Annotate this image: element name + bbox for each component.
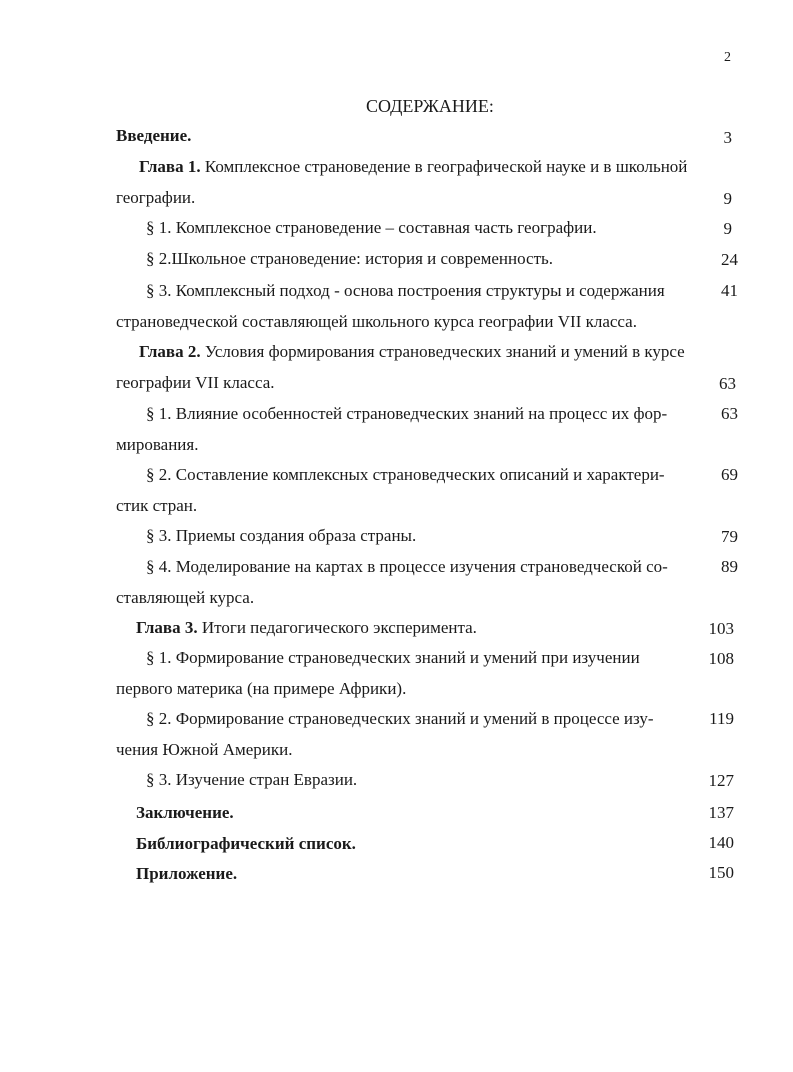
toc-bibliography: Библиографический список.: [136, 834, 356, 853]
toc-ch1-section-2: § 2.Школьное страноведение: история и современность.: [146, 249, 554, 268]
toc-ch1-section-3-cont: страноведческой составляющей школьного курса географии VII класса.: [116, 312, 637, 331]
toc-ch1-section-3-page: 41: [721, 281, 738, 300]
toc-chapter-3-page: 103: [708, 619, 734, 638]
toc-ch2-section-2: § 2. Составление комплексных страноведческих описаний и характери-: [146, 465, 665, 484]
toc-ch1-section-1-page: 9: [723, 219, 732, 238]
toc-chapter-2-page: 63: [719, 374, 736, 393]
toc-chapter-3: Глава 3. Итоги педагогического эксперимента.: [136, 618, 477, 637]
toc-conclusion-page: 137: [708, 803, 734, 822]
toc-ch1-section-2-page: 24: [721, 250, 738, 269]
toc-ch1-section-3: § 3. Комплексный подход - основа построения структуры и содержания: [146, 281, 665, 300]
toc-chapter-2: Глава 2. Условия формирования страноведческих знаний и умений в курсе: [139, 342, 685, 361]
toc-chapter-1-cont: географии.: [116, 188, 196, 207]
toc-bibliography-page: 140: [708, 833, 734, 852]
toc-ch2-section-2-cont: стик стран.: [116, 496, 198, 515]
toc-ch1-section-1: § 1. Комплексное страноведение – составная часть географии.: [146, 218, 597, 237]
toc-ch2-section-1: § 1. Влияние особенностей страноведческих знаний на процесс их фор-: [146, 404, 668, 423]
toc-ch2-section-2-page: 69: [721, 465, 738, 484]
toc-ch2-section-1-page: 63: [721, 404, 738, 423]
toc-ch3-section-1: § 1. Формирование страноведческих знаний и умений при изучении: [146, 648, 640, 667]
toc-ch3-section-2: § 2. Формирование страноведческих знаний и умений в процессе изу-: [146, 709, 654, 728]
toc-ch2-section-4-cont: ставляющей курса.: [116, 588, 255, 607]
toc-appendix-page: 150: [708, 863, 734, 882]
toc-ch2-section-4-page: 89: [721, 557, 738, 576]
toc-ch3-section-1-cont: первого материка (на примере Африки).: [116, 679, 407, 698]
toc-intro: Введение.: [116, 126, 192, 145]
toc-conclusion: Заключение.: [136, 803, 234, 822]
toc-chapter-1-page: 9: [723, 189, 732, 208]
toc-appendix: Приложение.: [136, 864, 238, 883]
toc-ch3-section-1-page: 108: [708, 649, 734, 668]
toc-ch2-section-3-page: 79: [721, 527, 738, 546]
toc-ch2-section-1-cont: мирования.: [116, 435, 199, 454]
toc-ch2-section-4: § 4. Моделирование на картах в процессе изучения страноведческой со-: [146, 557, 668, 576]
toc-chapter-1: Глава 1. Комплексное страноведение в географической науке и в школьной: [139, 157, 688, 176]
toc-ch2-section-3: § 3. Приемы создания образа страны.: [146, 526, 417, 545]
toc-chapter-2-cont: географии VII класса.: [116, 373, 275, 392]
toc-ch3-section-2-page: 119: [709, 709, 734, 728]
toc-ch3-section-2-cont: чения Южной Америки.: [116, 740, 293, 759]
toc-ch3-section-3-page: 127: [708, 771, 734, 790]
toc-intro-page: 3: [723, 128, 732, 147]
toc-title: СОДЕРЖАНИЕ:: [366, 96, 494, 116]
page-number: 2: [724, 50, 731, 65]
toc-ch3-section-3: § 3. Изучение стран Евразии.: [146, 770, 358, 789]
